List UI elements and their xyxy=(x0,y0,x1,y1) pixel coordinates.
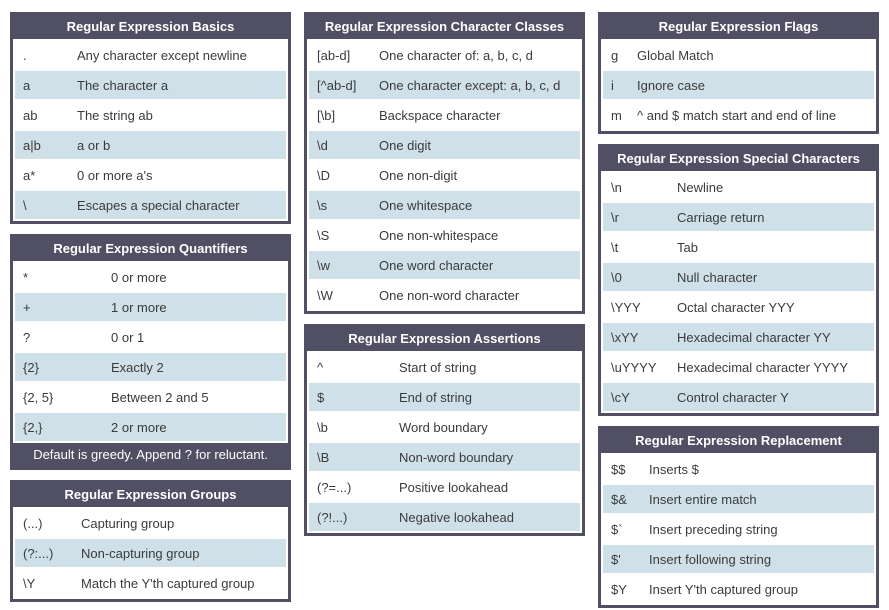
description-cell: 2 or more xyxy=(111,419,167,435)
description-cell: 0 or more a's xyxy=(77,167,153,183)
description-cell: Word boundary xyxy=(399,419,488,435)
description-cell: a or b xyxy=(77,137,111,153)
description-cell: Insert preceding string xyxy=(649,521,778,537)
symbol-cell: [ab-d] xyxy=(317,47,351,63)
description-cell: One character except: a, b, c, d xyxy=(379,77,561,93)
symbol-cell: [\b] xyxy=(317,107,336,123)
card-title: Regular Expression Character Classes xyxy=(307,15,582,39)
symbol-cell: {2} xyxy=(23,359,39,375)
symbol-cell: \b xyxy=(317,419,328,435)
card-rows xyxy=(307,39,582,309)
table-row xyxy=(15,413,286,441)
description-cell: Non-word boundary xyxy=(399,449,514,465)
symbol-cell: \B xyxy=(317,449,330,465)
card-title: Regular Expression Replacement xyxy=(601,429,876,453)
description-cell: Hexadecimal character YY xyxy=(677,329,831,345)
table-row xyxy=(603,173,874,201)
symbol-cell: \Y xyxy=(23,575,36,591)
description-cell: Start of string xyxy=(399,359,477,375)
table-row xyxy=(603,575,874,603)
symbol-cell: $Y xyxy=(611,581,627,597)
description-cell: Insert Y'th captured group xyxy=(649,581,798,597)
symbol-cell: a|b xyxy=(23,137,41,153)
symbol-cell: (?:...) xyxy=(23,545,54,561)
card-regular-expression-special-characters xyxy=(598,144,879,416)
table-row xyxy=(15,383,286,411)
description-cell: Newline xyxy=(677,179,724,195)
table-row xyxy=(15,71,286,99)
card-rows xyxy=(601,39,876,129)
description-cell: Null character xyxy=(677,269,758,285)
symbol-cell: a* xyxy=(23,167,36,183)
symbol-cell: $' xyxy=(611,551,621,567)
description-cell: Tab xyxy=(677,239,698,255)
symbol-cell: \uYYYY xyxy=(611,359,657,375)
card-title: Regular Expression Quantifiers xyxy=(13,237,288,261)
description-cell: End of string xyxy=(399,389,472,405)
symbol-cell: \t xyxy=(611,239,619,255)
table-row xyxy=(15,323,286,351)
description-cell: One word character xyxy=(379,257,494,273)
table-row xyxy=(309,281,580,309)
column-middle xyxy=(304,12,585,536)
symbol-cell: m xyxy=(611,107,622,123)
card-title: Regular Expression Groups xyxy=(13,483,288,507)
table-row xyxy=(603,515,874,543)
symbol-cell: ^ xyxy=(317,359,324,375)
symbol-cell: \cY xyxy=(611,389,630,405)
table-row xyxy=(603,203,874,231)
symbol-cell: i xyxy=(611,77,614,93)
table-row xyxy=(603,455,874,483)
table-row xyxy=(15,41,286,69)
table-row xyxy=(15,191,286,219)
table-row xyxy=(309,503,580,531)
table-row xyxy=(603,101,874,129)
symbol-cell: \0 xyxy=(611,269,622,285)
card-rows xyxy=(13,39,288,219)
description-cell: One non-word character xyxy=(379,287,520,303)
symbol-cell: g xyxy=(611,47,619,63)
table-row xyxy=(15,509,286,537)
symbol-cell: * xyxy=(23,269,29,285)
symbol-cell: (...) xyxy=(23,515,43,531)
description-cell: ^ and $ match start and end of line xyxy=(637,107,837,123)
table-row xyxy=(309,221,580,249)
description-cell: Between 2 and 5 xyxy=(111,389,209,405)
card-rows xyxy=(601,453,876,603)
card-regular-expression-replacement xyxy=(598,426,879,608)
card-regular-expression-character-classes xyxy=(304,12,585,314)
description-cell: Octal character YYY xyxy=(677,299,795,315)
card-footer-note: Default is greedy. Append ? for reluctant. xyxy=(13,443,288,467)
table-row xyxy=(603,353,874,381)
description-cell: Backspace character xyxy=(379,107,501,123)
symbol-cell: \n xyxy=(611,179,622,195)
description-cell: 0 or 1 xyxy=(111,329,145,345)
table-row xyxy=(603,71,874,99)
symbol-cell: [^ab-d] xyxy=(317,77,357,93)
symbol-cell: \w xyxy=(317,257,330,273)
description-cell: One digit xyxy=(379,137,432,153)
table-row xyxy=(309,191,580,219)
card-title: Regular Expression Basics xyxy=(13,15,288,39)
description-cell: One whitespace xyxy=(379,197,473,213)
card-title: Regular Expression Assertions xyxy=(307,327,582,351)
table-row xyxy=(309,71,580,99)
description-cell: Carriage return xyxy=(677,209,765,225)
description-cell: Hexadecimal character YYYY xyxy=(677,359,849,375)
card-regular-expression-groups xyxy=(10,480,291,602)
card-regular-expression-assertions xyxy=(304,324,585,536)
table-row xyxy=(15,539,286,567)
table-row xyxy=(603,41,874,69)
column-right xyxy=(598,12,879,608)
table-row xyxy=(603,293,874,321)
card-rows xyxy=(13,261,288,441)
description-cell: Non-capturing group xyxy=(81,545,200,561)
description-cell: The string ab xyxy=(77,107,153,123)
card-rows xyxy=(601,171,876,411)
table-row xyxy=(309,383,580,411)
description-cell: 0 or more xyxy=(111,269,167,285)
description-cell: Escapes a special character xyxy=(77,197,240,213)
description-cell: Control character Y xyxy=(677,389,789,405)
symbol-cell: ? xyxy=(23,329,31,345)
symbol-cell: \d xyxy=(317,137,328,153)
description-cell: Positive lookahead xyxy=(399,479,509,495)
symbol-cell: \xYY xyxy=(611,329,639,345)
description-cell: Inserts $ xyxy=(649,461,699,477)
description-cell: Global Match xyxy=(637,47,714,63)
symbol-cell: (?=...) xyxy=(317,479,352,495)
symbol-cell: \r xyxy=(611,209,619,225)
table-row xyxy=(603,263,874,291)
table-row xyxy=(309,251,580,279)
description-cell: The character a xyxy=(77,77,169,93)
table-row xyxy=(15,131,286,159)
symbol-cell: \YYY xyxy=(611,299,641,315)
symbol-cell: (?!...) xyxy=(317,509,348,525)
table-row xyxy=(309,101,580,129)
card-regular-expression-flags xyxy=(598,12,879,134)
card-title: Regular Expression Flags xyxy=(601,15,876,39)
description-cell: 1 or more xyxy=(111,299,167,315)
symbol-cell: {2, 5} xyxy=(23,389,54,405)
symbol-cell: \s xyxy=(317,197,328,213)
card-rows xyxy=(13,507,288,597)
symbol-cell: $& xyxy=(611,491,627,507)
table-row xyxy=(15,101,286,129)
symbol-cell: $` xyxy=(611,521,623,537)
symbol-cell: $ xyxy=(317,389,325,405)
table-row xyxy=(603,233,874,261)
table-row xyxy=(15,353,286,381)
symbol-cell: \S xyxy=(317,227,330,243)
symbol-cell: {2,} xyxy=(23,419,43,435)
cheatsheet-columns xyxy=(10,12,879,608)
description-cell: Capturing group xyxy=(81,515,175,531)
symbol-cell: ab xyxy=(23,107,38,123)
description-cell: One non-digit xyxy=(379,167,458,183)
card-regular-expression-quantifiers xyxy=(10,234,291,470)
table-row xyxy=(15,569,286,597)
table-row xyxy=(603,323,874,351)
description-cell: Any character except newline xyxy=(77,47,247,63)
description-cell: Exactly 2 xyxy=(111,359,164,375)
table-row xyxy=(15,161,286,189)
table-row xyxy=(309,131,580,159)
table-row xyxy=(15,263,286,291)
description-cell: Ignore case xyxy=(637,77,705,93)
column-left xyxy=(10,12,291,602)
table-row xyxy=(309,473,580,501)
symbol-cell: $$ xyxy=(611,461,626,477)
description-cell: Insert following string xyxy=(649,551,772,567)
symbol-cell: \ xyxy=(23,197,27,213)
description-cell: Match the Y'th captured group xyxy=(81,575,255,591)
card-rows xyxy=(307,351,582,531)
symbol-cell: \D xyxy=(317,167,330,183)
table-row xyxy=(309,161,580,189)
description-cell: One non-whitespace xyxy=(379,227,499,243)
card-title: Regular Expression Special Characters xyxy=(601,147,876,171)
table-row xyxy=(309,41,580,69)
table-row xyxy=(603,383,874,411)
table-row xyxy=(309,353,580,381)
description-cell: Negative lookahead xyxy=(399,509,514,525)
table-row xyxy=(309,443,580,471)
table-row xyxy=(309,413,580,441)
description-cell: One character of: a, b, c, d xyxy=(379,47,533,63)
table-row xyxy=(603,485,874,513)
symbol-cell: a xyxy=(23,77,31,93)
description-cell: Insert entire match xyxy=(649,491,757,507)
card-regular-expression-basics xyxy=(10,12,291,224)
symbol-cell: \W xyxy=(317,287,333,303)
symbol-cell: . xyxy=(23,47,27,63)
table-row xyxy=(603,545,874,573)
table-row xyxy=(15,293,286,321)
symbol-cell: + xyxy=(23,299,31,315)
